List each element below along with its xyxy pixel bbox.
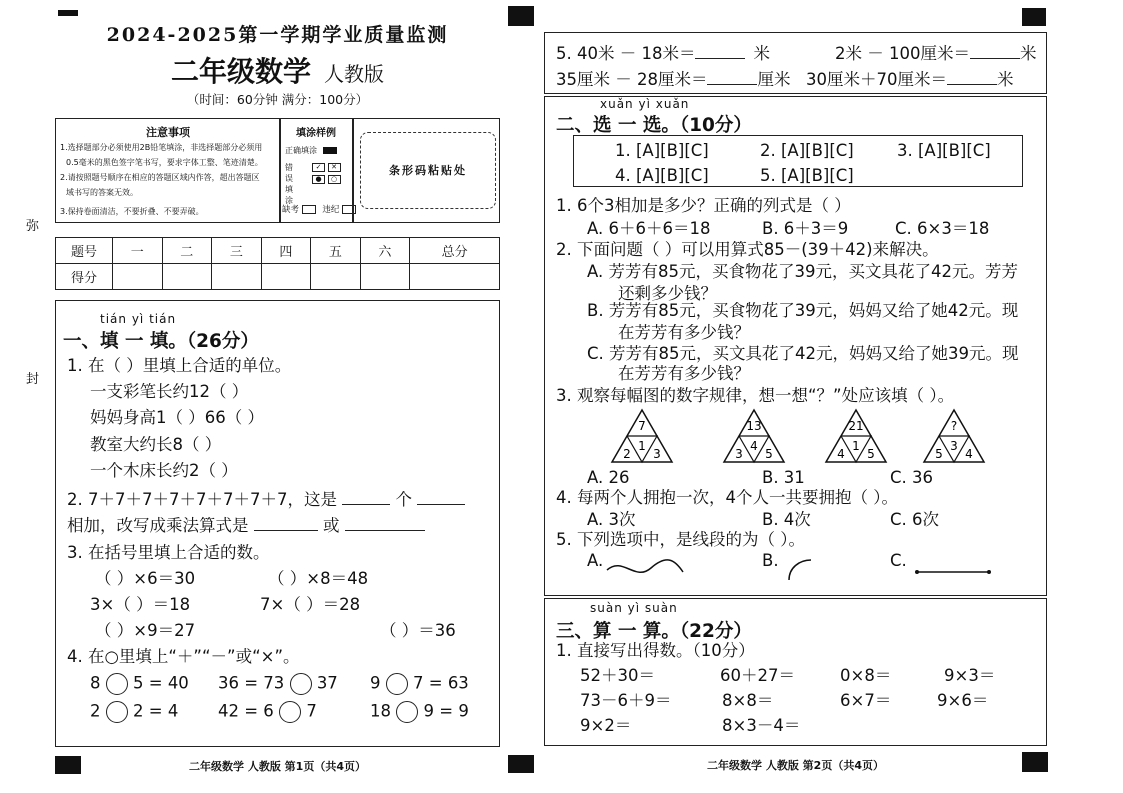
fill-wrong-samples	[312, 161, 341, 185]
section-3-pinyin: suàn yì suàn	[590, 601, 678, 615]
q5-b: 2米 － 100厘米＝ 米	[835, 44, 1037, 63]
q2-blank-expr2[interactable]	[345, 530, 425, 531]
choice-5-option[interactable]: C.	[890, 551, 907, 570]
operator-circle[interactable]	[386, 673, 408, 695]
operator-circle[interactable]	[396, 701, 418, 723]
score-header-cell: 一	[113, 238, 163, 264]
q1-item: 一支彩笔长约12（ ）	[90, 382, 249, 401]
choice-4-option[interactable]: C. 6次	[890, 510, 940, 529]
score-cell[interactable]	[162, 264, 212, 290]
absent-violation-row	[282, 203, 356, 215]
q5-c-blank[interactable]	[707, 84, 757, 85]
choice-2-option-b-cont: 在芳芳有多少钱？	[618, 323, 750, 342]
registration-mark	[508, 755, 534, 773]
choice-2-option-c-cont: 在芳芳有多少钱？	[618, 364, 750, 383]
calc-item[interactable]: 9×2＝	[580, 716, 632, 735]
operator-circle[interactable]	[279, 701, 301, 723]
q2-blank-count[interactable]	[342, 504, 390, 505]
q3-item: （ ）×6＝30	[95, 569, 196, 588]
triangle-left-number: 3	[735, 447, 743, 461]
calc-item[interactable]: 9×3＝	[944, 666, 996, 685]
answer-grid-item[interactable]: 1. [A][B][C]	[615, 141, 709, 160]
q1-item: 教室大约长8（ ）	[90, 435, 222, 454]
score-header-cell: 六	[360, 238, 410, 264]
absent-label: 缺考	[282, 205, 300, 215]
section-1-title: 一、填 一 填。（26分）	[63, 331, 259, 352]
q1-item: 妈妈身高1（ ）66（ ）	[90, 408, 264, 427]
segment-figure	[913, 562, 993, 582]
answer-grid-item[interactable]: 3. [A][B][C]	[897, 141, 991, 160]
triangle-figure-3	[826, 410, 886, 462]
score-header-cell: 三	[212, 238, 262, 264]
registration-mark	[1022, 8, 1046, 26]
triangle-top-number: ?	[950, 419, 958, 433]
calc-item[interactable]: 60＋27＝	[720, 666, 795, 685]
choice-2-option-a-cont: 还剩多少钱？	[618, 284, 717, 303]
choice-4: 4. 每两个人拥抱一次，4个人一共要拥抱（ ）。	[556, 488, 898, 507]
choice-3-option[interactable]: C. 36	[890, 468, 934, 487]
score-header-row	[56, 238, 500, 264]
triangle-right-number: 3	[653, 447, 661, 461]
calc-item[interactable]: 8×8＝	[722, 691, 774, 710]
q4-item: 36 = 73 37	[218, 673, 338, 695]
answer-grid-item[interactable]: 2. [A][B][C]	[760, 141, 854, 160]
q3-item: 3×（ ）＝18	[90, 595, 191, 614]
q4-item: 18 9 = 9	[370, 701, 469, 723]
note-line: 0.5毫米的黑色签字笔书写，要求字体工整、笔迹清楚。	[66, 158, 263, 167]
q2-text: 2. 7＋7＋7＋7＋7＋7＋7＋7，这是	[67, 490, 337, 509]
section-1-pinyin: tián yì tián	[100, 312, 177, 326]
question-1: 1. 在（ ）里填上合适的单位。	[67, 356, 292, 375]
score-cell[interactable]	[261, 264, 311, 290]
score-row-label: 得分	[56, 264, 113, 290]
calc-item[interactable]: 52＋30＝	[580, 666, 655, 685]
score-header-cell: 四	[261, 238, 311, 264]
calc-item[interactable]: 0×8＝	[840, 666, 892, 685]
triangle-figure-4	[924, 410, 984, 462]
exam-title-line1: 2024-2025第一学期学业质量监测	[106, 24, 449, 46]
fill-example-title: 填涂样例	[296, 128, 336, 139]
absent-box[interactable]	[302, 205, 316, 214]
violation-label: 违纪	[322, 205, 340, 215]
violation-box[interactable]	[342, 205, 356, 214]
note-line: 2.请按照题号顺序在相应的答题区域内作答，超出答题区	[60, 173, 260, 182]
triangle-right-number: 5	[867, 447, 875, 461]
triangle-top-number: 7	[638, 419, 646, 433]
operator-circle[interactable]	[290, 673, 312, 695]
choice-1-option[interactable]: B. 6＋3＝9	[762, 219, 849, 238]
q3-item: （ ）×8＝48	[268, 569, 369, 588]
q1-item: 一个木床长约2（ ）	[90, 461, 238, 480]
choice-2-option-c[interactable]: C. 芳芳有85元，买文具花了42元，妈妈又给了她39元。现	[587, 344, 1019, 363]
answer-grid-item[interactable]: 5. [A][B][C]	[760, 166, 854, 185]
section-2-title: 二、选 一 选。（10分）	[556, 115, 752, 136]
q3-item: （ ）×9＝27	[95, 621, 196, 640]
q5-c: 35厘米 － 28厘米＝ 厘米	[556, 70, 791, 89]
choice-1-option[interactable]: C. 6×3＝18	[895, 219, 990, 238]
choice-2: 2. 下面问题（ ）可以用算式85－(39＋42)来解决。	[556, 240, 939, 259]
calc-item[interactable]: 73－6＋9＝	[580, 691, 672, 710]
choice-5: 5. 下列选项中，是线段的为（ ）。	[556, 530, 805, 549]
curve-line-figure	[605, 552, 685, 582]
q4-item: 8 5 = 40	[90, 673, 189, 695]
triangle-top-number: 21	[848, 419, 864, 433]
triangle-mid-number: 1	[638, 439, 646, 453]
question-2-line1	[67, 490, 465, 510]
fill-correct-sample	[323, 147, 337, 154]
notes-title: 注意事项	[146, 126, 190, 139]
margin-seal-char: 封	[26, 372, 40, 387]
choice-2-option-a[interactable]: A. 芳芳有85元，买食物花了39元，买文具花了42元。芳芳	[587, 262, 1018, 281]
operator-circle[interactable]	[106, 673, 128, 695]
calc-item[interactable]: 8×3－4＝	[722, 716, 801, 735]
barcode-label: 条形码粘贴处	[389, 164, 467, 177]
score-header-cell: 题号	[56, 238, 113, 264]
choice-4-option[interactable]: A. 3次	[587, 510, 636, 529]
subject-title: 二年级数学	[170, 55, 311, 88]
score-table	[55, 237, 500, 290]
page-footer: 二年级数学 人教版 第1页（共4页）	[189, 760, 366, 773]
wrong-sample-check: ✓ ✕	[312, 161, 341, 173]
note-line: 1.选择题部分必须使用2B铅笔填涂，非选择题部分必须用	[60, 143, 263, 152]
q5-a-blank[interactable]	[695, 58, 745, 59]
triangle-mid-number: 3	[950, 439, 958, 453]
score-cell[interactable]	[212, 264, 262, 290]
choice-5-option[interactable]: B.	[762, 551, 779, 570]
triangle-right-number: 5	[765, 447, 773, 461]
fill-wrong-label: 错误填涂	[285, 163, 293, 205]
note-line: 域书写的答案无效。	[66, 188, 138, 197]
triangle-right-number: 4	[965, 447, 973, 461]
q5-d: 30厘米＋70厘米＝ 米	[806, 70, 1014, 89]
triangle-figure-2	[724, 410, 784, 462]
calc-item[interactable]: 6×7＝	[840, 691, 892, 710]
fill-correct-row	[285, 145, 337, 156]
triangle-figures	[610, 408, 1010, 464]
choice-2-option-b[interactable]: B. 芳芳有85元，买食物花了39元，妈妈又给了她42元。现	[587, 301, 1019, 320]
score-header-cell: 二	[162, 238, 212, 264]
triangle-mid-number: 1	[852, 439, 860, 453]
edition-label: 人教版	[324, 62, 385, 86]
q4-item: 9 7 = 63	[370, 673, 469, 695]
fill-correct-label: 正确填涂	[285, 146, 317, 155]
q5-d-blank[interactable]	[947, 84, 997, 85]
q2-blank-number[interactable]	[417, 504, 465, 505]
q3-item: （ ）＝36	[380, 621, 456, 640]
registration-mark	[508, 6, 534, 26]
calc-item[interactable]: 9×6＝	[937, 691, 989, 710]
q4-item: 2 2 = 4	[90, 701, 178, 723]
score-cell[interactable]	[311, 264, 361, 290]
q5-a: 5. 40米 － 18米＝ 米	[556, 44, 770, 63]
registration-mark	[58, 10, 78, 16]
page-footer: 二年级数学 人教版 第2页（共4页）	[707, 759, 884, 772]
operator-circle[interactable]	[106, 701, 128, 723]
q5-b-blank[interactable]	[970, 58, 1020, 59]
q2-huo: 或	[323, 516, 340, 535]
fill-wrong-row	[285, 162, 299, 206]
section-2-pinyin: xuǎn yì xuǎn	[600, 97, 690, 111]
triangle-mid-number: 4	[750, 439, 758, 453]
answer-grid-item[interactable]: 4. [A][B][C]	[615, 166, 709, 185]
exam-title-main	[55, 50, 500, 90]
question-3: 3. 在括号里填上合适的数。	[67, 543, 270, 562]
score-header-cell: 五	[311, 238, 361, 264]
triangle-left-number: 2	[623, 447, 631, 461]
score-header-cell: 总分	[410, 238, 500, 264]
triangle-figure-1	[612, 410, 672, 462]
choice-3: 3. 观察每幅图的数字规律，想一想“？”处应该填（ ）。	[556, 386, 955, 405]
question-4: 4. 在○里填上“＋”“－”或“×”。	[67, 647, 300, 666]
q2-text-2: 相加，改写成乘法算式是	[67, 516, 249, 535]
wrong-sample-dot: ● ○	[312, 173, 341, 185]
score-value-row	[56, 264, 500, 290]
choice-3-option[interactable]: B. 31	[762, 468, 805, 487]
margin-seal-char: 弥	[26, 219, 40, 234]
ray-figure	[785, 554, 855, 584]
choice-3-option[interactable]: A. 26	[587, 468, 630, 487]
choice-1-option[interactable]: A. 6＋6＋6＝18	[587, 219, 711, 238]
score-cell[interactable]	[360, 264, 410, 290]
q4-item: 42 = 6 7	[218, 701, 317, 723]
triangle-top-number: 13	[746, 419, 762, 433]
score-cell[interactable]	[113, 264, 163, 290]
notes-list	[60, 140, 278, 219]
q3-item: 7×（ ）＝28	[260, 595, 361, 614]
time-info: （时间：60分钟 满分：100分）	[186, 92, 369, 107]
note-line: 3.保持卷面清洁，不要折叠、不要弄破。	[60, 207, 204, 216]
choice-1: 1. 6个3相加是多少？正确的列式是（ ）	[556, 196, 851, 215]
score-cell[interactable]	[410, 264, 500, 290]
triangle-left-number: 5	[935, 447, 943, 461]
choice-4-option[interactable]: B. 4次	[762, 510, 811, 529]
question-2-line2	[67, 516, 425, 536]
q2-ge: 个	[395, 490, 412, 509]
calc-title: 1. 直接写出得数。（10分）	[556, 641, 755, 660]
triangle-left-number: 4	[837, 447, 845, 461]
section-3-title: 三、算 一 算。（22分）	[556, 621, 752, 642]
choice-5-option[interactable]: A.	[587, 551, 604, 570]
q2-blank-expr1[interactable]	[254, 530, 318, 531]
